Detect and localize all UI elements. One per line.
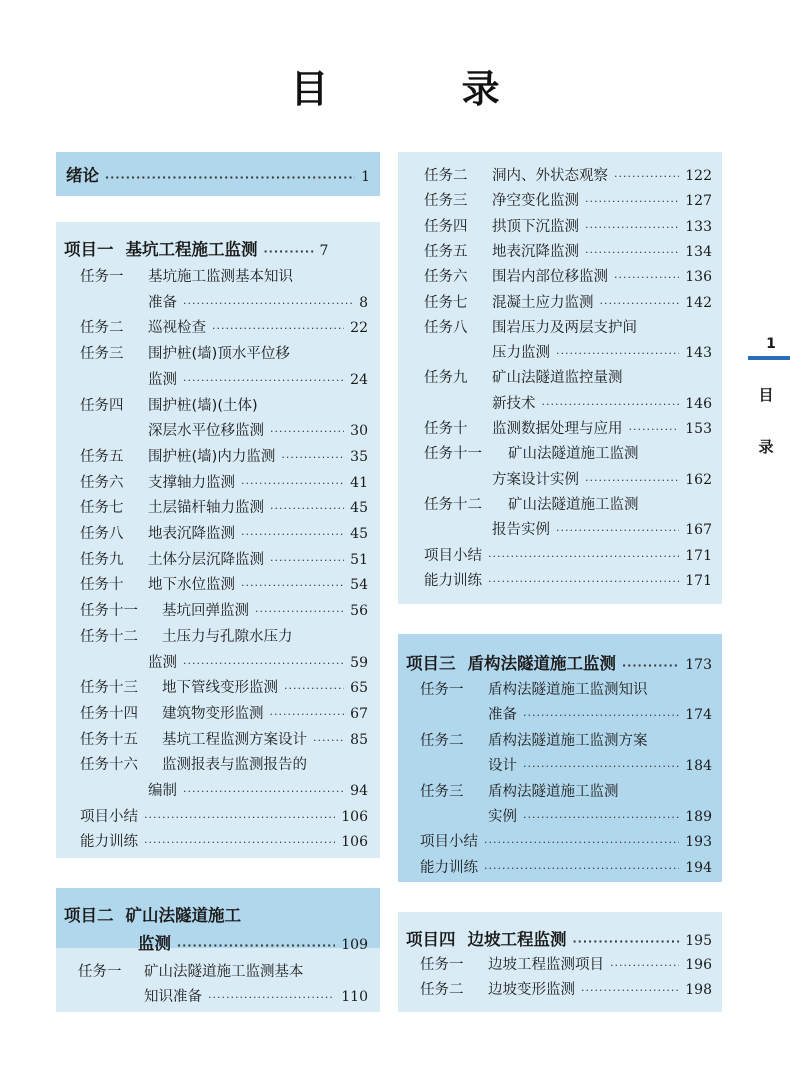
leader-dots	[629, 423, 680, 436]
toc-entry[interactable]	[80, 265, 368, 286]
entry-text: 准备	[488, 707, 517, 724]
entry-text: 知识准备	[144, 989, 202, 1005]
entry-text: 混凝土应力监测	[492, 294, 594, 311]
entry-text: 设计	[488, 758, 517, 775]
toc-entry[interactable]	[80, 548, 368, 569]
toc-entry[interactable]	[492, 341, 712, 362]
page-number: 54	[350, 577, 368, 594]
page-number: 133	[685, 218, 712, 235]
entry-text: 围护桩(墙)顶水平位移	[148, 346, 290, 363]
entry-text: 监测	[148, 371, 177, 388]
toc-entry[interactable]	[80, 342, 368, 363]
leader-dots	[144, 811, 335, 824]
entry-text: 地表沉降监测	[148, 526, 235, 542]
toc-entry[interactable]	[420, 856, 712, 877]
entry-label: 能力训练	[424, 572, 482, 589]
page-number: 1	[361, 169, 370, 185]
page-number: 136	[685, 269, 712, 286]
entry-label: 任务十一	[424, 446, 482, 463]
entry-text: 地下水位监测	[148, 577, 235, 594]
entry-label: 任务三	[420, 783, 464, 800]
toc-entry-project-4[interactable]	[406, 926, 712, 950]
page-number: 167	[685, 522, 712, 539]
page-number: 174	[685, 707, 712, 724]
leader-dots	[313, 734, 344, 747]
page-number: 30	[350, 423, 368, 440]
toc-entry[interactable]	[148, 291, 368, 312]
toc-entry-project-1[interactable]	[64, 236, 368, 260]
entry-label: 任务二	[424, 168, 468, 184]
entry-text: 净空变化监测	[492, 193, 579, 210]
page-number: 196	[685, 957, 712, 973]
leader-dots	[614, 170, 679, 183]
entry-text: 监测	[148, 654, 177, 671]
intro-box	[56, 152, 380, 196]
leader-dots	[581, 984, 679, 997]
leader-dots	[600, 297, 680, 310]
entry-label: 项目小结	[420, 834, 478, 851]
entry-text: 监测	[138, 934, 171, 953]
page-title: 目 录	[290, 67, 560, 111]
toc-entry[interactable]	[488, 754, 712, 775]
leader-dots	[484, 836, 679, 849]
leader-dots	[183, 657, 344, 670]
leader-dots	[270, 502, 344, 515]
toc-entry-project-3[interactable]	[406, 650, 712, 674]
leader-dots	[622, 659, 679, 672]
toc-entry[interactable]	[424, 316, 712, 337]
page-number: 65	[350, 680, 368, 697]
project-3-box	[398, 634, 722, 882]
toc-entry[interactable]	[80, 728, 368, 749]
entry-text: 土层锚杆轴力监测	[148, 500, 264, 517]
entry-label: 任务二	[420, 982, 464, 998]
entry-text: 地表沉降监测	[492, 243, 579, 260]
entry-text: 盾构法隧道施工监测	[467, 654, 616, 673]
leader-dots	[610, 959, 679, 972]
toc-entry[interactable]	[424, 265, 712, 286]
toc-entry[interactable]	[148, 368, 368, 389]
toc-entry[interactable]	[492, 468, 712, 489]
toc-entry[interactable]	[424, 215, 712, 236]
entry-text: 基坑工程施工监测	[125, 240, 258, 259]
toc-entry[interactable]	[80, 625, 368, 646]
toc-entry[interactable]	[148, 419, 368, 440]
toc-entry[interactable]	[420, 978, 712, 999]
entry-text: 报告实例	[492, 522, 550, 539]
toc-entry[interactable]	[80, 471, 368, 492]
leader-dots	[484, 862, 679, 875]
page-number: 22	[350, 320, 368, 337]
entry-label: 任务六	[80, 474, 124, 491]
toc-entry[interactable]	[78, 960, 368, 981]
leader-dots	[614, 271, 679, 284]
toc-entry[interactable]	[80, 394, 368, 415]
page-number: 110	[341, 989, 368, 1005]
leader-dots	[585, 195, 679, 208]
toc-entry[interactable]	[148, 779, 368, 800]
page-number: 143	[685, 345, 712, 362]
leader-dots	[270, 425, 344, 438]
entry-text: 基坑施工监测基本知识	[148, 269, 293, 285]
entry-text: 建筑物变形监测	[162, 705, 264, 722]
toc-entry[interactable]	[488, 703, 712, 724]
toc-entry[interactable]	[424, 569, 712, 590]
page-number: 122	[685, 168, 712, 184]
leader-dots	[488, 575, 679, 588]
page-number: 146	[685, 395, 712, 412]
entry-label: 项目小结	[424, 547, 482, 564]
project-2-box	[56, 888, 380, 1012]
side-label-2: 录	[758, 438, 774, 456]
toc-entry[interactable]	[80, 599, 368, 620]
project-2-continued-box	[398, 152, 722, 604]
page-number: 194	[685, 859, 712, 876]
toc-entry-project-2[interactable]	[64, 902, 368, 926]
page-number: 59	[350, 654, 368, 671]
page-number: 184	[685, 758, 712, 775]
entry-text: 深层水平位移监测	[148, 423, 264, 440]
entry-label: 任务一	[420, 957, 464, 973]
entry-label: 任务十三	[80, 680, 138, 697]
entry-label: 任务二	[420, 732, 464, 749]
entry-label: 任务四	[80, 397, 124, 414]
page-number: 193	[685, 834, 712, 851]
toc-entry[interactable]	[80, 676, 368, 697]
side-accent-bar	[748, 356, 790, 360]
entry-label: 任务九	[424, 370, 468, 387]
entry-label: 任务十六	[80, 757, 138, 774]
page-number: 109	[341, 937, 368, 953]
entry-text: 编制	[148, 783, 177, 799]
page-number: 153	[685, 421, 712, 437]
leader-dots	[281, 451, 344, 464]
entry-label: 任务八	[424, 319, 468, 336]
entry-text: 矿山法隧道监控量测	[492, 370, 623, 387]
entry-text: 矿山法隧道施工监测	[508, 496, 639, 513]
page-number: 56	[350, 603, 368, 620]
leader-dots	[270, 554, 344, 567]
toc-entry[interactable]	[488, 805, 712, 826]
entry-label: 任务六	[424, 269, 468, 286]
leader-dots	[255, 605, 344, 618]
toc-entry[interactable]	[420, 953, 712, 974]
entry-label: 项目小结	[80, 808, 138, 825]
entry-text: 地下管线变形监测	[162, 680, 278, 697]
entry-text: 洞内、外状态观察	[492, 168, 608, 184]
toc-entry[interactable]	[148, 651, 368, 672]
entry-text: 监测报表与监测报告的	[162, 757, 307, 774]
toc-entry[interactable]	[80, 805, 368, 826]
entry-label: 任务十一	[80, 603, 138, 620]
toc-entry[interactable]	[80, 496, 368, 517]
toc-entry[interactable]	[424, 189, 712, 210]
page-number: 85	[350, 731, 368, 748]
entry-label: 任务七	[80, 500, 124, 517]
entry-text: 边坡工程监测	[467, 930, 567, 949]
entry-text: 准备	[148, 294, 177, 311]
entry-text: 盾构法隧道施工监测	[488, 783, 619, 800]
entry-text: 围护桩(墙)(土体)	[148, 397, 258, 414]
toc-entry[interactable]	[80, 573, 368, 594]
page-number: 171	[685, 547, 712, 564]
entry-label: 任务一	[78, 964, 122, 980]
toc-entry[interactable]	[492, 518, 712, 539]
leader-dots	[183, 374, 344, 387]
toc-entry-intro[interactable]	[66, 162, 370, 186]
entry-text: 巡视检查	[148, 320, 206, 337]
entry-text: 支撑轴力监测	[148, 474, 235, 491]
toc-entry[interactable]	[424, 366, 712, 387]
toc-entry[interactable]	[424, 164, 712, 185]
entry-label: 能力训练	[420, 859, 478, 876]
entry-label: 任务三	[80, 346, 124, 363]
entry-label: 任务十二	[80, 628, 138, 645]
entry-text: 基坑工程监测方案设计	[162, 731, 307, 748]
toc-entry[interactable]	[424, 291, 712, 312]
toc-entry[interactable]	[80, 316, 368, 337]
entry-label: 任务八	[80, 526, 124, 542]
page-number: 127	[685, 193, 712, 210]
leader-dots	[585, 474, 679, 487]
toc-entry[interactable]	[420, 729, 712, 750]
page-number: 106	[341, 834, 368, 851]
leader-dots	[556, 347, 679, 360]
leader-dots	[556, 524, 679, 537]
leader-dots	[105, 171, 355, 184]
page-number: 7	[319, 243, 329, 259]
entry-label: 任务四	[424, 218, 468, 235]
entry-label: 项目一	[64, 240, 114, 259]
entry-text: 围岩压力及两层支护间	[492, 319, 637, 336]
page-number: 142	[685, 294, 712, 311]
project-4-box	[398, 912, 722, 1012]
entry-text: 监测数据处理与应用	[492, 421, 623, 437]
entry-text: 土体分层沉降监测	[148, 551, 264, 568]
entry-text: 矿山法隧道施工	[125, 906, 241, 925]
leader-dots	[212, 322, 344, 335]
toc-entry[interactable]	[424, 493, 712, 514]
leader-dots	[177, 939, 335, 952]
entry-text: 基坑回弹监测	[162, 603, 249, 620]
toc-entry[interactable]	[144, 985, 368, 1006]
entry-label: 任务五	[424, 243, 468, 260]
toc-entry[interactable]	[492, 392, 712, 413]
page-number: 173	[685, 657, 712, 673]
entry-text: 边坡工程监测项目	[488, 957, 604, 973]
leader-dots	[573, 935, 680, 948]
entry-label: 任务十	[80, 577, 124, 594]
toc-entry[interactable]	[424, 544, 712, 565]
entry-label: 任务十	[424, 421, 468, 437]
project-1-box	[56, 222, 380, 858]
entry-label: 任务二	[80, 320, 124, 337]
page-number: 134	[685, 243, 712, 260]
page-number: 195	[685, 933, 712, 949]
leader-dots	[241, 528, 344, 541]
leader-dots	[523, 811, 679, 824]
toc-entry[interactable]	[420, 830, 712, 851]
leader-dots	[241, 477, 344, 490]
entry-label: 任务十四	[80, 705, 138, 722]
leader-dots	[183, 297, 353, 310]
side-page-number: 1	[766, 336, 776, 352]
page-number: 171	[685, 572, 712, 589]
entry-text: 方案设计实例	[492, 471, 579, 488]
page-number: 51	[350, 551, 368, 568]
entry-text: 围岩内部位移监测	[492, 269, 608, 286]
page-number: 189	[685, 809, 712, 825]
page-number: 45	[350, 500, 368, 517]
toc-entry[interactable]	[80, 445, 368, 466]
entry-label: 任务十二	[424, 496, 482, 513]
side-label-1: 目	[758, 386, 774, 404]
page-number: 24	[350, 371, 368, 388]
page-number: 67	[350, 705, 368, 722]
leader-dots	[241, 579, 344, 592]
toc-entry[interactable]	[424, 417, 712, 438]
toc-entry[interactable]	[420, 678, 712, 699]
page-number: 198	[685, 982, 712, 998]
page-number: 94	[350, 783, 368, 799]
entry-label: 任务一	[80, 269, 124, 285]
entry-label: 任务五	[80, 448, 124, 465]
page-number: 162	[685, 471, 712, 488]
leader-dots	[542, 398, 680, 411]
toc-entry[interactable]	[80, 702, 368, 723]
entry-text: 绪论	[66, 166, 99, 185]
entry-label: 任务三	[424, 193, 468, 210]
leader-dots	[523, 760, 679, 773]
entry-label: 任务七	[424, 294, 468, 311]
page-number: 35	[350, 448, 368, 465]
entry-text: 边坡变形监测	[488, 982, 575, 998]
entry-label: 项目三	[406, 654, 456, 673]
toc-entry[interactable]	[80, 522, 368, 543]
leader-dots	[208, 991, 335, 1004]
entry-text: 土压力与孔隙水压力	[162, 628, 293, 645]
entry-label: 项目二	[64, 906, 114, 925]
entry-text: 压力监测	[492, 345, 550, 362]
leader-dots	[144, 836, 335, 849]
toc-entry-project-2-cont[interactable]	[138, 930, 368, 954]
leader-dots	[488, 550, 679, 563]
page-number: 106	[341, 808, 368, 825]
leader-dots	[523, 709, 679, 722]
entry-label: 任务一	[420, 682, 464, 698]
entry-text: 盾构法隧道施工监测知识	[488, 682, 648, 698]
entry-text: 新技术	[492, 395, 536, 412]
toc-entry[interactable]	[424, 442, 712, 463]
leader-dots	[183, 785, 344, 798]
leader-dots	[284, 682, 344, 695]
entry-label: 项目四	[406, 930, 456, 949]
leader-dots	[264, 245, 314, 258]
page-number: 41	[350, 474, 368, 491]
toc-entry[interactable]	[80, 830, 368, 851]
page-number: 8	[359, 294, 368, 311]
entry-text: 矿山法隧道施工监测基本	[144, 964, 304, 980]
entry-text: 围护桩(墙)内力监测	[148, 448, 276, 465]
leader-dots	[585, 246, 679, 259]
entry-label: 任务十五	[80, 731, 138, 748]
entry-label: 任务九	[80, 551, 124, 568]
leader-dots	[585, 221, 679, 234]
toc-entry[interactable]	[420, 780, 712, 801]
entry-text: 盾构法隧道施工监测方案	[488, 732, 648, 749]
entry-text: 拱顶下沉监测	[492, 218, 579, 235]
leader-dots	[270, 708, 345, 721]
toc-entry[interactable]	[424, 240, 712, 261]
entry-label: 能力训练	[80, 834, 138, 851]
page-number: 45	[350, 526, 368, 542]
entry-text: 实例	[488, 809, 517, 825]
entry-text: 矿山法隧道施工监测	[508, 446, 639, 463]
toc-entry[interactable]	[80, 753, 368, 774]
